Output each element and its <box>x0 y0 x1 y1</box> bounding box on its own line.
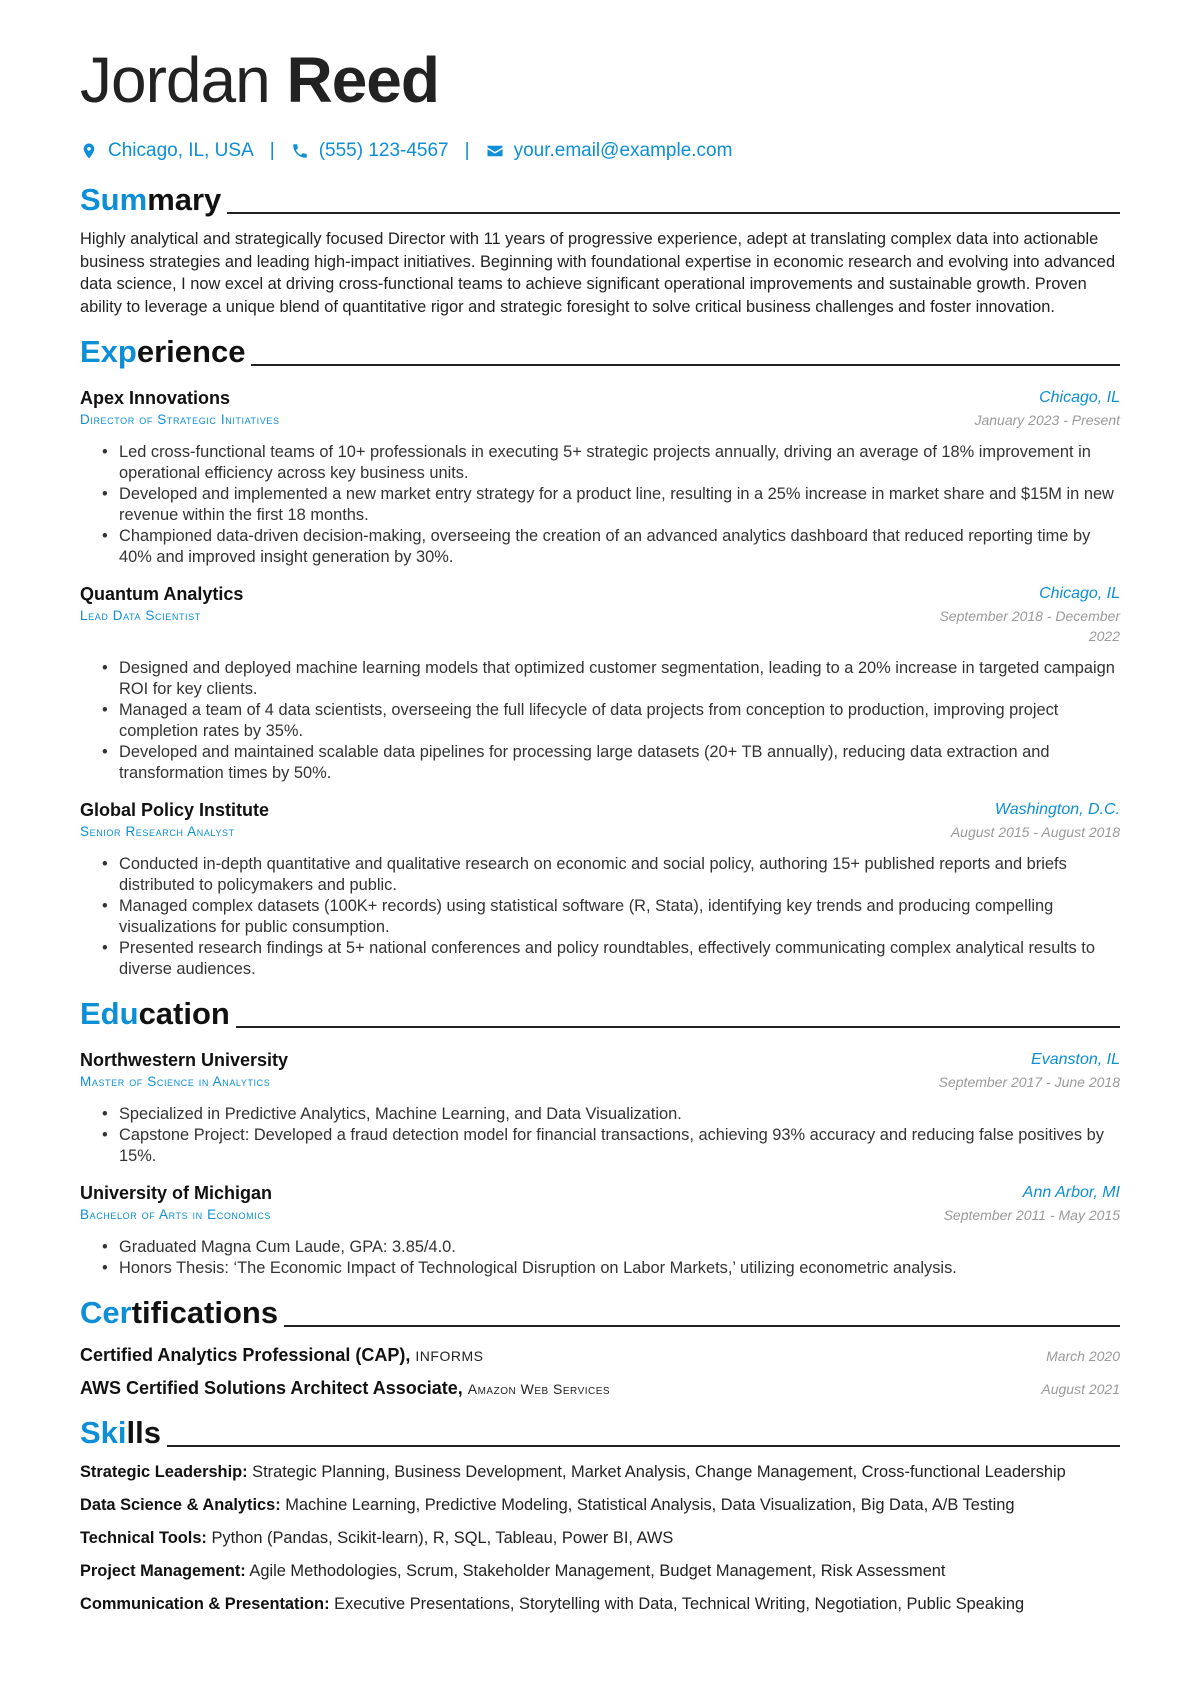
skill-values: Machine Learning, Predictive Modeling, Statistical Analysis, Data Visualization, Big Data, A/B Testing <box>285 1496 1015 1515</box>
skills-list <box>80 1461 1120 1615</box>
certification-issuer: Amazon Web Services <box>467 1381 611 1398</box>
certifications-heading <box>80 1291 1120 1331</box>
email-text: your.email@example.com <box>513 140 733 161</box>
bullet-item: • Developed and maintained scalable data pipelines for processing large datasets (20+ TB annually), reducing data extraction and transformation times by 50%. <box>102 742 1120 784</box>
section-title: Skills <box>80 1415 161 1451</box>
skill-row <box>80 1593 1120 1615</box>
company-name: Apex Innovations <box>80 388 231 409</box>
company-name: Quantum Analytics <box>80 584 244 605</box>
school-location: Ann Arbor, MI <box>1022 1184 1120 1202</box>
section-title: Certifications <box>80 1295 279 1331</box>
summary-heading <box>80 178 1120 218</box>
section-rule <box>167 1445 1120 1447</box>
skill-category: Technical Tools: <box>80 1529 207 1548</box>
experience-entry <box>80 386 1120 568</box>
section-rule <box>236 1026 1120 1028</box>
job-location: Washington, D.C. <box>994 801 1120 819</box>
skill-row <box>80 1527 1120 1549</box>
skill-category: Project Management: <box>80 1562 246 1581</box>
skill-row <box>80 1461 1120 1483</box>
skills-heading <box>80 1411 1120 1451</box>
skill-values: Strategic Planning, Business Development, Market Analysis, Change Management, Cross-functional Leadership <box>252 1463 1066 1482</box>
school-name: University of Michigan <box>80 1183 273 1204</box>
job-dates: September 2018 - December 2022 <box>939 608 1120 645</box>
skill-values: Agile Methodologies, Scrum, Stakeholder Management, Budget Management, Risk Assessment <box>249 1562 946 1581</box>
skill-row <box>80 1560 1120 1582</box>
experience-list <box>80 386 1120 980</box>
bullet-item: • Managed complex datasets (100K+ records) using statistical software (R, Stata), identifying key trends and producing compelling visualizations for public consumption. <box>102 896 1120 938</box>
school-dates: September 2017 - June 2018 <box>938 1074 1120 1091</box>
bullet-list <box>80 658 1120 784</box>
bullet-item: • Developed and implemented a new market entry strategy for a product line, resulting in a 25% increase in market share and $15M in new revenue within the first 18 months. <box>102 484 1120 526</box>
contact-separator: | <box>464 140 470 161</box>
experience-heading <box>80 330 1120 370</box>
school-location: Evanston, IL <box>1031 1051 1120 1069</box>
certification-name: AWS Certified Solutions Architect Associate <box>80 1378 458 1399</box>
skill-row <box>80 1494 1120 1516</box>
bullet-list <box>80 442 1120 568</box>
envelope-icon <box>486 142 504 160</box>
certification-date: August 2021 <box>1041 1381 1120 1398</box>
bullet-item: • Specialized in Predictive Analytics, Machine Learning, and Data Visualization. <box>102 1104 1120 1125</box>
school-name: Northwestern University <box>80 1050 289 1071</box>
contact-separator: | <box>269 140 275 161</box>
job-location: Chicago, IL <box>1039 585 1120 603</box>
education-entry <box>80 1181 1120 1279</box>
contact-email[interactable] <box>486 140 733 162</box>
education-heading <box>80 992 1120 1032</box>
candidate-name <box>80 42 1120 118</box>
skill-category: Strategic Leadership: <box>80 1463 248 1482</box>
job-dates: August 2015 - August 2018 <box>950 824 1120 841</box>
degree: Master of Science in Analytics <box>80 1074 271 1090</box>
job-dates: January 2023 - Present <box>974 412 1120 429</box>
skill-values: Python (Pandas, Scikit-learn), R, SQL, Tableau, Power BI, AWS <box>211 1529 674 1548</box>
section-rule <box>284 1325 1120 1327</box>
skill-values: Executive Presentations, Storytelling with Data, Technical Writing, Negotiation, Public Speaking <box>334 1595 1025 1614</box>
certification-date: March 2020 <box>1046 1348 1120 1365</box>
bullet-item: • Managed a team of 4 data scientists, overseeing the full lifecycle of data projects from conception to production, improving project completion rates by 35%. <box>102 700 1120 742</box>
education-list <box>80 1048 1120 1279</box>
section-rule <box>227 212 1120 214</box>
map-pin-icon <box>80 142 98 160</box>
education-entry <box>80 1048 1120 1167</box>
bullet-item: • Designed and deployed machine learning models that optimized customer segmentation, leading to a 20% increase in targeted campaign ROI for key clients. <box>102 658 1120 700</box>
section-title: Experience <box>80 334 246 370</box>
school-dates: September 2011 - May 2015 <box>943 1207 1120 1224</box>
skill-category: Communication & Presentation: <box>80 1595 330 1614</box>
contact-bar <box>80 136 1120 166</box>
contact-phone[interactable] <box>291 140 449 162</box>
certification-list <box>80 1345 1120 1399</box>
job-title: Director of Strategic Initiatives <box>80 412 280 428</box>
job-location: Chicago, IL <box>1039 389 1120 407</box>
contact-location <box>80 140 254 162</box>
bullet-item: • Capstone Project: Developed a fraud detection model for financial transactions, achieving 93% accuracy and reducing false positives by 15%. <box>102 1125 1120 1167</box>
summary-text: Highly analytical and strategically focused Director with 11 years of progressive experience, adept at translating complex data into actionable business strategies and leading high-impact initiatives. Beginning with foundational expertise in economic research and evolving into advanced data science, I now excel at driving cross-functional teams to achieve significant operational improvements and sustainable growth. Proven ability to leverage a unique blend of quantitative rigor and strategic foresight to solve critical business challenges and foster innovation. <box>80 230 1116 316</box>
section-rule <box>251 364 1120 366</box>
phone-text: (555) 123-4567 <box>318 140 449 161</box>
last-name: Reed <box>286 44 439 116</box>
section-title: Summary <box>80 182 222 217</box>
resume-page <box>80 42 1120 1615</box>
job-title: Lead Data Scientist <box>80 608 201 624</box>
experience-entry <box>80 582 1120 784</box>
job-title: Senior Research Analyst <box>80 824 235 840</box>
certification-entry: Certified Analytics Professional (CAP), INFORMS March 2020 <box>80 1345 1120 1366</box>
bullet-item: • Honors Thesis: ‘The Economic Impact of Technological Disruption on Labor Markets,’ utilizing econometric analysis. <box>102 1258 1120 1279</box>
phone-icon <box>291 142 309 160</box>
skill-category: Data Science & Analytics: <box>80 1496 281 1515</box>
first-name: Jordan <box>80 44 270 116</box>
company-name: Global Policy Institute <box>80 800 270 821</box>
bullet-item: • Presented research findings at 5+ national conferences and policy roundtables, effectively communicating complex analytical results to diverse audiences. <box>102 938 1120 980</box>
bullet-list <box>80 1237 1120 1279</box>
degree: Bachelor of Arts in Economics <box>80 1207 272 1223</box>
experience-entry <box>80 798 1120 980</box>
bullet-item: • Led cross-functional teams of 10+ professionals in executing 5+ strategic projects annually, driving an average of 18% improvement in operational efficiency across key business units. <box>102 442 1120 484</box>
certification-entry: AWS Certified Solutions Architect Associate, Amazon Web Services August 2021 <box>80 1378 1120 1399</box>
section-title: Education <box>80 996 230 1032</box>
location-text: Chicago, IL, USA <box>108 140 254 161</box>
certification-name: Certified Analytics Professional (CAP) <box>80 1345 406 1366</box>
bullet-item: • Graduated Magna Cum Laude, GPA: 3.85/4.0. <box>102 1237 1120 1258</box>
bullet-list <box>80 1104 1120 1167</box>
bullet-item: • Conducted in-depth quantitative and qualitative research on economic and social policy, authoring 15+ published reports and briefs distributed to policymakers and public. <box>102 854 1120 896</box>
bullet-item: • Championed data-driven decision-making, overseeing the creation of an advanced analytics dashboard that reduced reporting time by 40% and improved insight generation by 30%. <box>102 526 1120 568</box>
bullet-list <box>80 854 1120 980</box>
certification-issuer: INFORMS <box>415 1348 484 1365</box>
